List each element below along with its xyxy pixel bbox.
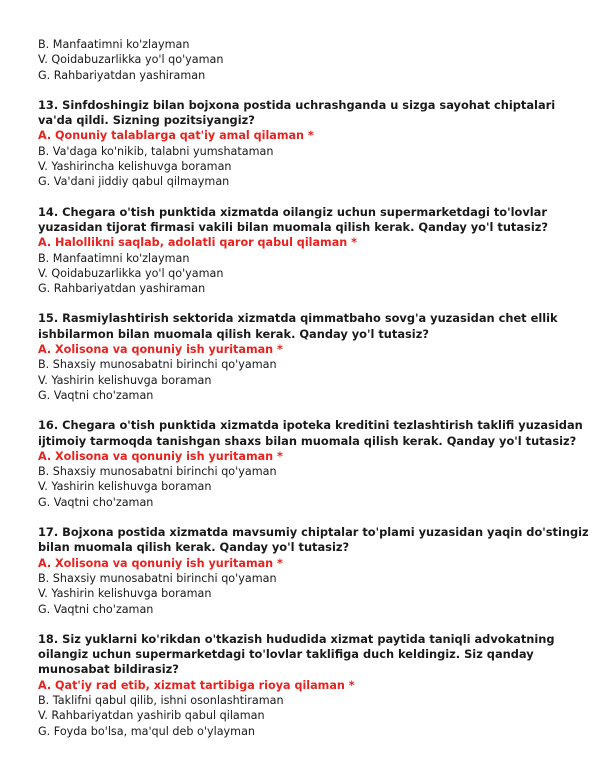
option-b: B. Shaxsiy munosabatni birinchi qo'yaman xyxy=(38,358,277,372)
option-v: V. Qoidabuzarlikka yo'l qo'yaman xyxy=(38,266,224,280)
option-b: B. Shaxsiy munosabatni birinchi qo'yaman xyxy=(38,465,277,479)
question-17 xyxy=(38,525,589,617)
question-text: ishbilarmon bilan muomala qilish kerak. Qanday yo'l tutasiz? xyxy=(38,326,429,341)
option-v: V. Yashirin kelishuvga boraman xyxy=(38,587,212,601)
option-v: V. Rahbariyatdan yashirib qabul qilaman xyxy=(38,709,265,723)
question-14 xyxy=(38,205,578,297)
option-v: V. Yashirincha kelishuvga boraman xyxy=(38,160,232,174)
option-g: G. Rahbariyatdan yashiraman xyxy=(38,68,206,82)
option-g: G. Va'dani jiddiy qabul qilmayman xyxy=(38,175,230,189)
question-16 xyxy=(38,418,583,510)
question-text: bilan muomala qilish kerak. Qanday yo'l tutasiz? xyxy=(38,540,350,555)
lead-options xyxy=(38,37,578,83)
question-text: va'da qildi. Sizning pozitsiyangiz? xyxy=(38,113,255,128)
question-text: 16. Chegara o'tish punktida xizmatda ipoteka kreditini tezlashtirish taklifi yuzasidan xyxy=(38,418,583,433)
option-v: V. Yashirin kelishuvga boraman xyxy=(38,480,212,494)
question-18 xyxy=(38,632,578,739)
option-b: B. Taklifni qabul qilib, ishni osonlashtiraman xyxy=(38,693,284,707)
correct-answer: A. Xolisona va qonuniy ish yuritaman * xyxy=(38,449,283,463)
option-g: G. Vaqtni cho'zaman xyxy=(38,495,154,509)
question-13 xyxy=(38,98,578,190)
option-g: G. Foyda bo'lsa, ma'qul deb o'ylayman xyxy=(38,724,256,738)
question-text: munosabat bildirasiz? xyxy=(38,662,179,677)
option-v: V. Yashirin kelishuvga boraman xyxy=(38,373,212,387)
question-text: yuzasidan tijorat firmasi vakili bilan muomala qilish kerak. Qanday yo'l tutasiz? xyxy=(38,219,548,234)
question-text: 13. Sinfdoshingiz bilan bojxona postida uchrashganda u sizga sayohat chiptalari xyxy=(38,97,556,112)
correct-answer: A. Xolisona va qonuniy ish yuritaman * xyxy=(38,556,283,570)
correct-answer: A. Qonuniy talablarga qat'iy amal qilaman * xyxy=(38,129,314,143)
correct-answer: A. Xolisona va qonuniy ish yuritaman * xyxy=(38,343,283,357)
question-text: 15. Rasmiylashtirish sektorida xizmatda qimmatbaho sovg'a yuzasidan chet ellik xyxy=(38,311,558,326)
option-g: G. Rahbariyatdan yashiraman xyxy=(38,282,206,296)
question-text: ijtimoiy tarmoqda tanishgan shaxs bilan muomala qilish kerak. Qanday yo'l tutasiz? xyxy=(38,433,577,448)
correct-answer: A. Halollikni saqlab, adolatli qaror qabul qilaman * xyxy=(38,236,357,250)
question-text: 14. Chegara o'tish punktida xizmatda oilangiz uchun supermarketdagi to'lovlar xyxy=(38,204,547,219)
option-b: B. Shaxsiy munosabatni birinchi qo'yaman xyxy=(38,571,277,585)
option-b: B. Manfaatimni ko'zlayman xyxy=(38,251,190,265)
document-page xyxy=(38,37,589,739)
option-g: G. Vaqtni cho'zaman xyxy=(38,602,154,616)
option-b: B. Va'daga ko'nikib, talabni yumshataman xyxy=(38,144,274,158)
question-15 xyxy=(38,311,578,403)
question-text: 17. Bojxona postida xizmatda mavsumiy chiptalar to'plami yuzasidan yaqin do'stingiz xyxy=(38,525,589,540)
option-g: G. Vaqtni cho'zaman xyxy=(38,388,154,402)
option-b: B. Manfaatimni ko'zlayman xyxy=(38,38,190,51)
question-text: oilangiz uchun supermarketdagi to'lovlar taklifiga duch keldingiz. Siz qanday xyxy=(38,647,534,662)
correct-answer: A. Qat'iy rad etib, xizmat tartibiga rioya qilaman * xyxy=(38,678,355,692)
option-v: V. Qoidabuzarlikka yo'l qo'yaman xyxy=(38,53,224,67)
question-text: 18. Siz yuklarni ko'rikdan o'tkazish hududida xizmat paytida taniqli advokatning xyxy=(38,631,555,646)
